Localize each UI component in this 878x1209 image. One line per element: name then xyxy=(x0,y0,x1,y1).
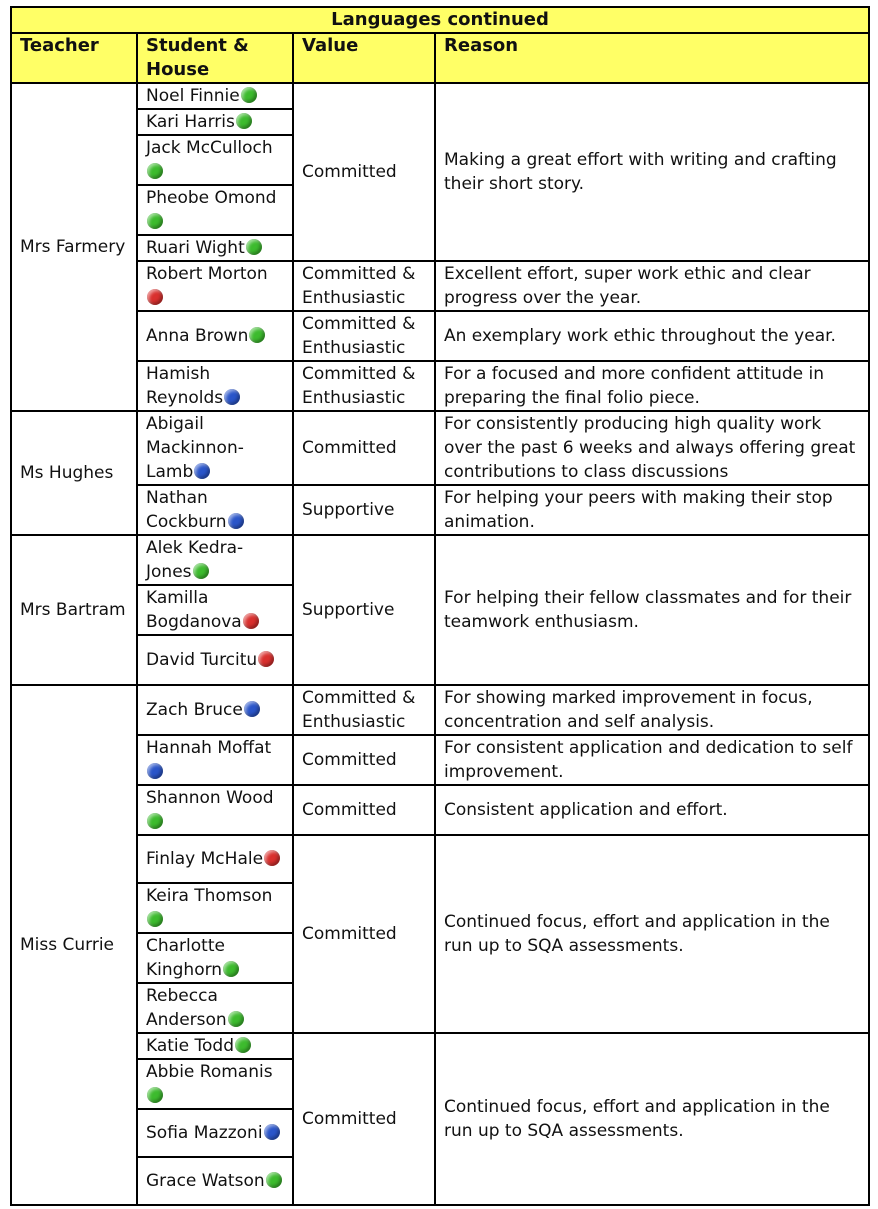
house-dot-icon xyxy=(224,389,240,405)
student-cell xyxy=(137,535,293,585)
student-cell xyxy=(137,1157,293,1205)
teacher-cell: Mrs Bartram xyxy=(11,535,137,685)
table-row xyxy=(11,261,869,311)
student-name: Charlotte Kinghorn xyxy=(146,936,225,980)
house-dot-icon xyxy=(266,1172,282,1188)
reason-cell: Excellent effort, super work ethic and clear progress over the year. xyxy=(435,261,869,311)
header-reason: Reason xyxy=(435,33,869,83)
student-name: Nathan Cockburn xyxy=(146,488,227,532)
table-row xyxy=(11,83,869,109)
student-cell xyxy=(137,933,293,983)
reason-cell: For a focused and more confident attitude in preparing the final folio piece. xyxy=(435,361,869,411)
student-name: Alek Kedra-Jones xyxy=(146,538,244,582)
student-name: Robert Morton xyxy=(146,264,268,284)
value-cell: Committed xyxy=(293,411,435,485)
student-cell xyxy=(137,735,293,785)
student-cell xyxy=(137,411,293,485)
value-cell: Committed xyxy=(293,785,435,835)
student-name: Keira Thomson xyxy=(146,886,273,906)
teacher-cell: Miss Currie xyxy=(11,685,137,1205)
value-cell: Committed & Enthusiastic xyxy=(293,361,435,411)
house-dot-icon xyxy=(241,87,257,103)
student-name: Sofia Mazzoni xyxy=(146,1123,263,1143)
house-dot-icon xyxy=(264,850,280,866)
student-name: Shannon Wood xyxy=(146,788,274,808)
house-dot-icon xyxy=(147,911,163,927)
house-dot-icon xyxy=(235,1037,251,1053)
house-dot-icon xyxy=(246,239,262,255)
student-cell xyxy=(137,185,293,235)
student-cell xyxy=(137,1059,293,1109)
student-name: Kamilla Bogdanova xyxy=(146,588,242,632)
reason-cell: For consistently producing high quality work over the past 6 weeks and always offering great contributions to class discussions xyxy=(435,411,869,485)
house-dot-icon xyxy=(147,289,163,305)
student-cell xyxy=(137,485,293,535)
student-name: Grace Watson xyxy=(146,1171,265,1191)
student-cell xyxy=(137,835,293,883)
table-row xyxy=(11,785,869,835)
header-teacher: Teacher xyxy=(11,33,137,83)
house-dot-icon xyxy=(147,213,163,229)
student-name: Katie Todd xyxy=(146,1036,234,1056)
teacher-cell: Ms Hughes xyxy=(11,411,137,535)
value-cell: Committed & Enthusiastic xyxy=(293,685,435,735)
student-name: Noel Finnie xyxy=(146,86,240,106)
table-row xyxy=(11,535,869,585)
student-cell xyxy=(137,135,293,185)
title-row xyxy=(11,7,869,33)
house-dot-icon xyxy=(147,163,163,179)
house-dot-icon xyxy=(147,763,163,779)
student-cell xyxy=(137,1033,293,1059)
student-cell xyxy=(137,1109,293,1157)
table-row xyxy=(11,485,869,535)
table-row xyxy=(11,1033,869,1059)
header-row xyxy=(11,33,869,83)
student-cell xyxy=(137,883,293,933)
house-dot-icon xyxy=(236,113,252,129)
student-name: Abigail Mackinnon-Lamb xyxy=(146,414,244,482)
table-row xyxy=(11,835,869,883)
reason-cell: Making a great effort with writing and crafting their short story. xyxy=(435,83,869,261)
value-cell: Committed xyxy=(293,835,435,1033)
value-cell: Committed xyxy=(293,83,435,261)
student-cell xyxy=(137,361,293,411)
student-name: Rebecca Anderson xyxy=(146,986,227,1030)
value-cell: Committed xyxy=(293,1033,435,1205)
reason-cell: For helping your peers with making their stop animation. xyxy=(435,485,869,535)
student-cell xyxy=(137,983,293,1033)
house-dot-icon xyxy=(194,463,210,479)
header-student: Student & House xyxy=(137,33,293,83)
student-name: Pheobe Omond xyxy=(146,188,277,208)
house-dot-icon xyxy=(258,651,274,667)
value-cell: Committed & Enthusiastic xyxy=(293,261,435,311)
awards-table xyxy=(10,6,870,1206)
value-cell: Committed & Enthusiastic xyxy=(293,311,435,361)
student-name: David Turcitu xyxy=(146,650,258,670)
header-value: Value xyxy=(293,33,435,83)
house-dot-icon xyxy=(223,961,239,977)
house-dot-icon xyxy=(244,701,260,717)
student-cell xyxy=(137,261,293,311)
student-cell xyxy=(137,785,293,835)
student-name: Kari Harris xyxy=(146,112,235,132)
student-cell xyxy=(137,109,293,135)
student-name: Finlay McHale xyxy=(146,849,264,869)
table-row xyxy=(11,361,869,411)
table-row xyxy=(11,735,869,785)
reason-cell: Continued focus, effort and application in the run up to SQA assessments. xyxy=(435,1033,869,1205)
house-dot-icon xyxy=(228,1011,244,1027)
value-cell: Supportive xyxy=(293,535,435,685)
student-name: Ruari Wight xyxy=(146,238,245,258)
student-name: Hannah Moffat xyxy=(146,738,272,758)
student-cell xyxy=(137,685,293,735)
value-cell: Committed xyxy=(293,735,435,785)
reason-cell: For showing marked improvement in focus, concentration and self analysis. xyxy=(435,685,869,735)
student-cell xyxy=(137,585,293,635)
house-dot-icon xyxy=(264,1124,280,1140)
house-dot-icon xyxy=(147,813,163,829)
reason-cell: Consistent application and effort. xyxy=(435,785,869,835)
reason-cell: For consistent application and dedication to self improvement. xyxy=(435,735,869,785)
reason-cell: For helping their fellow classmates and for their teamwork enthusiasm. xyxy=(435,535,869,685)
student-cell xyxy=(137,635,293,685)
student-cell xyxy=(137,235,293,261)
student-name: Zach Bruce xyxy=(146,700,243,720)
table-row xyxy=(11,311,869,361)
reason-cell: An exemplary work ethic throughout the year. xyxy=(435,311,869,361)
table-row xyxy=(11,411,869,485)
table-row xyxy=(11,685,869,735)
student-name: Anna Brown xyxy=(146,326,249,346)
student-name: Abbie Romanis xyxy=(146,1062,273,1082)
student-name: Hamish Reynolds xyxy=(146,364,224,408)
house-dot-icon xyxy=(228,513,244,529)
house-dot-icon xyxy=(193,563,209,579)
teacher-cell: Mrs Farmery xyxy=(11,83,137,411)
value-cell: Supportive xyxy=(293,485,435,535)
reason-cell: Continued focus, effort and application in the run up to SQA assessments. xyxy=(435,835,869,1033)
student-cell xyxy=(137,83,293,109)
student-cell xyxy=(137,311,293,361)
house-dot-icon xyxy=(249,327,265,343)
table-title: Languages continued xyxy=(11,7,869,33)
house-dot-icon xyxy=(243,613,259,629)
student-name: Jack McCulloch xyxy=(146,138,273,158)
house-dot-icon xyxy=(147,1087,163,1103)
